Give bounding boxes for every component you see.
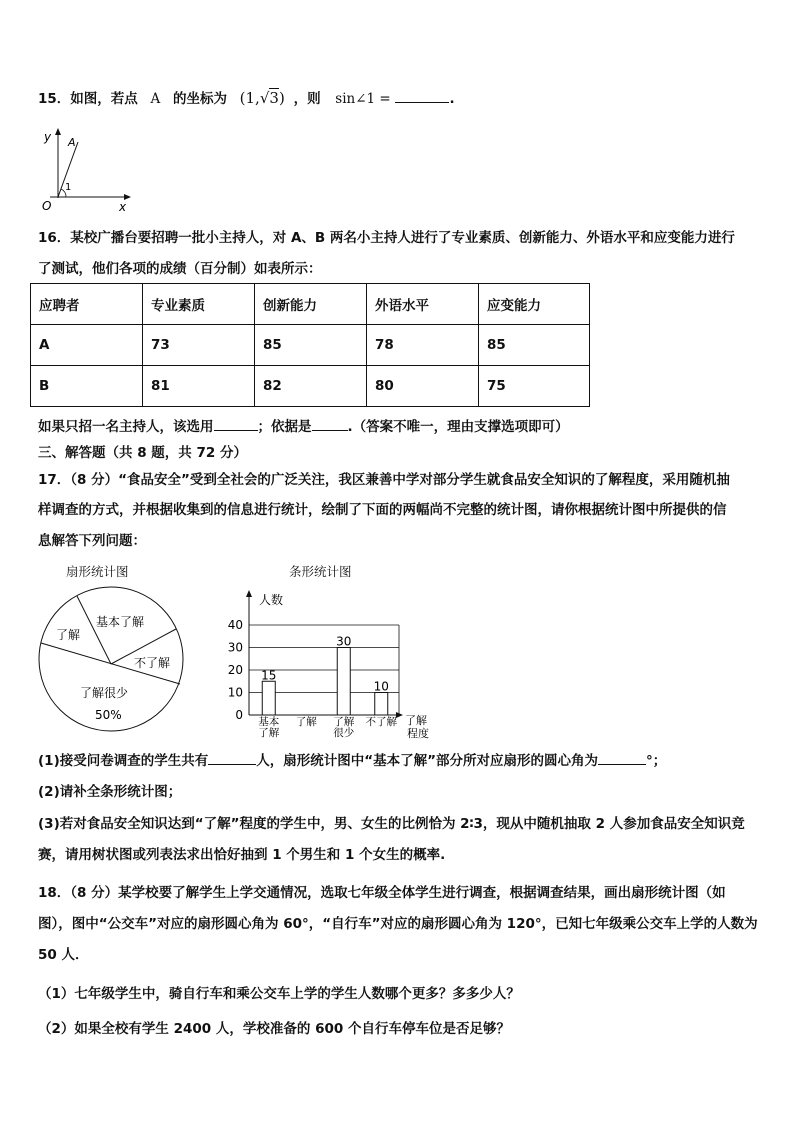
q17-blank-angle[interactable] (598, 764, 646, 765)
bar-1 (262, 681, 275, 715)
q17-sub1-c: °； (645, 753, 667, 769)
bar-category-label: 了解 (333, 716, 355, 728)
label-angle-1: 1 (65, 182, 72, 193)
table-cell: 80 (367, 366, 479, 407)
q15-end: . (449, 91, 455, 107)
bar-y-tick-label: 20 (227, 663, 243, 677)
q15-coord-root: 3 (269, 89, 279, 107)
bar-y-tick-label: 10 (227, 685, 243, 700)
table-header-cell: 应聘者 (31, 284, 143, 325)
table-cell: 82 (255, 366, 367, 407)
q18-sub2: （2）如果全校有学生 2400 人，学校准备的 600 个自行车停车位是否足够？ (38, 1021, 510, 1037)
table-header-cell: 外语水平 (367, 284, 479, 325)
bar-x-categories (258, 715, 397, 739)
pie-label-understand: 了解 (56, 628, 81, 642)
table-cell: 73 (143, 325, 255, 366)
q15-prefix: 15．如图，若点 (38, 91, 138, 107)
bar-chart-title: 条形统计图 (289, 564, 352, 579)
q16-score-table (30, 283, 590, 407)
q15-answer-blank[interactable] (395, 102, 449, 103)
bar-value-label: 10 (373, 679, 389, 694)
table-header-row (31, 284, 590, 325)
q17-sub1-a: (1)接受问卷调查的学生共有 (38, 753, 209, 769)
bar-category-label: 基本 (258, 716, 280, 728)
q16-after-b: ；依据是 (257, 419, 312, 435)
bar-y-tick-label: 30 (227, 640, 243, 655)
q17-blank-total[interactable] (208, 764, 256, 765)
label-x: x (119, 200, 127, 214)
pie-label-notknow: 不了解 (134, 656, 171, 670)
bar-y-axis-arrow (246, 590, 252, 597)
table-cell: 81 (143, 366, 255, 407)
label-y: y (44, 130, 52, 144)
q17-line3: 息解答下列问题： (38, 533, 146, 549)
table-cell: 78 (367, 325, 479, 366)
table-cell: B (31, 366, 143, 407)
pie-label-little-pct: 50% (95, 708, 122, 722)
bar-value-label: 15 (261, 668, 277, 683)
q17-line2: 样调查的方式，并根据收集到的信息进行统计，绘制了下面的两幅尚不完整的统计图，请你根据统计图中所提供的信 (38, 502, 727, 518)
pie-label-little: 了解很少 (80, 686, 129, 700)
table-header-cell: 专业素质 (143, 284, 255, 325)
pie-chart (36, 584, 192, 734)
table-header-cell: 应变能力 (479, 284, 590, 325)
q18-sub1: （1）七年级学生中，骑自行车和乘公交车上学的学生人数哪个更多？多多少人？ (38, 986, 520, 1002)
q15-mid: 的坐标为 (172, 91, 227, 107)
y-axis-arrow (55, 128, 61, 135)
q16-blank-reason[interactable] (312, 430, 348, 431)
sqrt-sign: √ (259, 89, 270, 107)
bar-y-tick-label: 40 (227, 618, 243, 632)
table-cell: 85 (479, 325, 590, 366)
q17-sub1-b: 人，扇形统计图中“基本了解”部分所对应扇形的圆心角为 (256, 753, 598, 769)
pie-label-basic: 基本了解 (96, 615, 145, 629)
table-row (31, 325, 590, 366)
table-row (31, 366, 590, 407)
bar-category-label: 了解 (258, 727, 280, 739)
bar-y-tick-label: 0 (235, 708, 243, 722)
q18-line2: 图），图中“公交车”对应的扇形圆心角为 60°，“自行车”对应的扇形圆心角为 120°，已知七年级乘公交车上学的人数为 (38, 916, 758, 932)
q15-point: A (150, 91, 161, 107)
table-header-cell: 创新能力 (255, 284, 367, 325)
bar-category-label: 很少 (333, 727, 355, 739)
q16-after-table (38, 417, 569, 437)
q15-expr: sin∠1 = (335, 91, 391, 107)
table-cell: A (31, 325, 143, 366)
bar-y-axis-label: 人数 (259, 593, 284, 607)
q17-sub3-line1: (3)若对食品安全知识达到“了解”程度的学生中，男、女生的比例恰为 2∶3，现从中随机抽取 2 人参加食品安全知识竞 (38, 816, 745, 832)
q15-stem (38, 88, 455, 109)
q17-sub3-line2: 赛，请用树状图或列表法求出恰好抽到 1 个男生和 1 个女生的概率. (38, 847, 446, 863)
table-cell: 85 (255, 325, 367, 366)
q16-line1: 16．某校广播台要招聘一批小主持人，对 A、B 两名小主持人进行了专业素质、创新能力、外语水平和应变能力进行 (38, 230, 735, 246)
label-o: O (42, 199, 52, 213)
q17-sub2: (2)请补全条形统计图； (38, 784, 182, 800)
q17-sub1 (38, 751, 666, 771)
bar-marks (261, 635, 389, 716)
q15-coordinate-figure (36, 126, 136, 214)
q17-line1: 17．（8 分）“食品安全”受到全社会的广泛关注，我区兼善中学对部分学生就食品安全知识的了解程度，采用随机抽 (38, 472, 730, 488)
bar-category-label: 不了解 (365, 716, 397, 728)
q18-line3: 50 人． (38, 947, 89, 963)
bar-3 (337, 648, 350, 716)
q15-coord-close: ) (278, 89, 285, 107)
bar-y-ticks (228, 618, 243, 722)
table-cell: 75 (479, 366, 590, 407)
bar-category-label: 了解 (295, 716, 317, 728)
pie-chart-title: 扇形统计图 (66, 564, 129, 579)
q15-coord-open: (1, (239, 89, 260, 107)
bar-x-axis-arrow (396, 712, 403, 718)
section-3-heading: 三、解答题（共 8 题，共 72 分） (38, 445, 247, 461)
bar-x-axis-label-line1: 了解 (405, 714, 427, 727)
bar-chart (225, 588, 440, 743)
q16-after-a: 如果只招一名主持人，该选用 (38, 419, 214, 435)
label-a: A (68, 136, 76, 149)
q15-coordinate (240, 89, 290, 107)
q16-line2: 了测试，他们各项的成绩（百分制）如表所示： (38, 261, 322, 277)
q15-then: ，则 (293, 91, 321, 107)
bar-value-label: 30 (336, 634, 352, 649)
q16-blank-choice[interactable] (214, 430, 258, 431)
q18-line1: 18．（8 分）某学校要了解学生上学交通情况，选取七年级全体学生进行调查，根据调查结果，画出扇形统计图（如 (38, 885, 726, 901)
bar-x-axis-label-line2: 程度 (407, 727, 429, 740)
bar-4 (375, 693, 388, 716)
q16-after-c: .（答案不唯一，理由支撑选项即可） (347, 419, 569, 435)
